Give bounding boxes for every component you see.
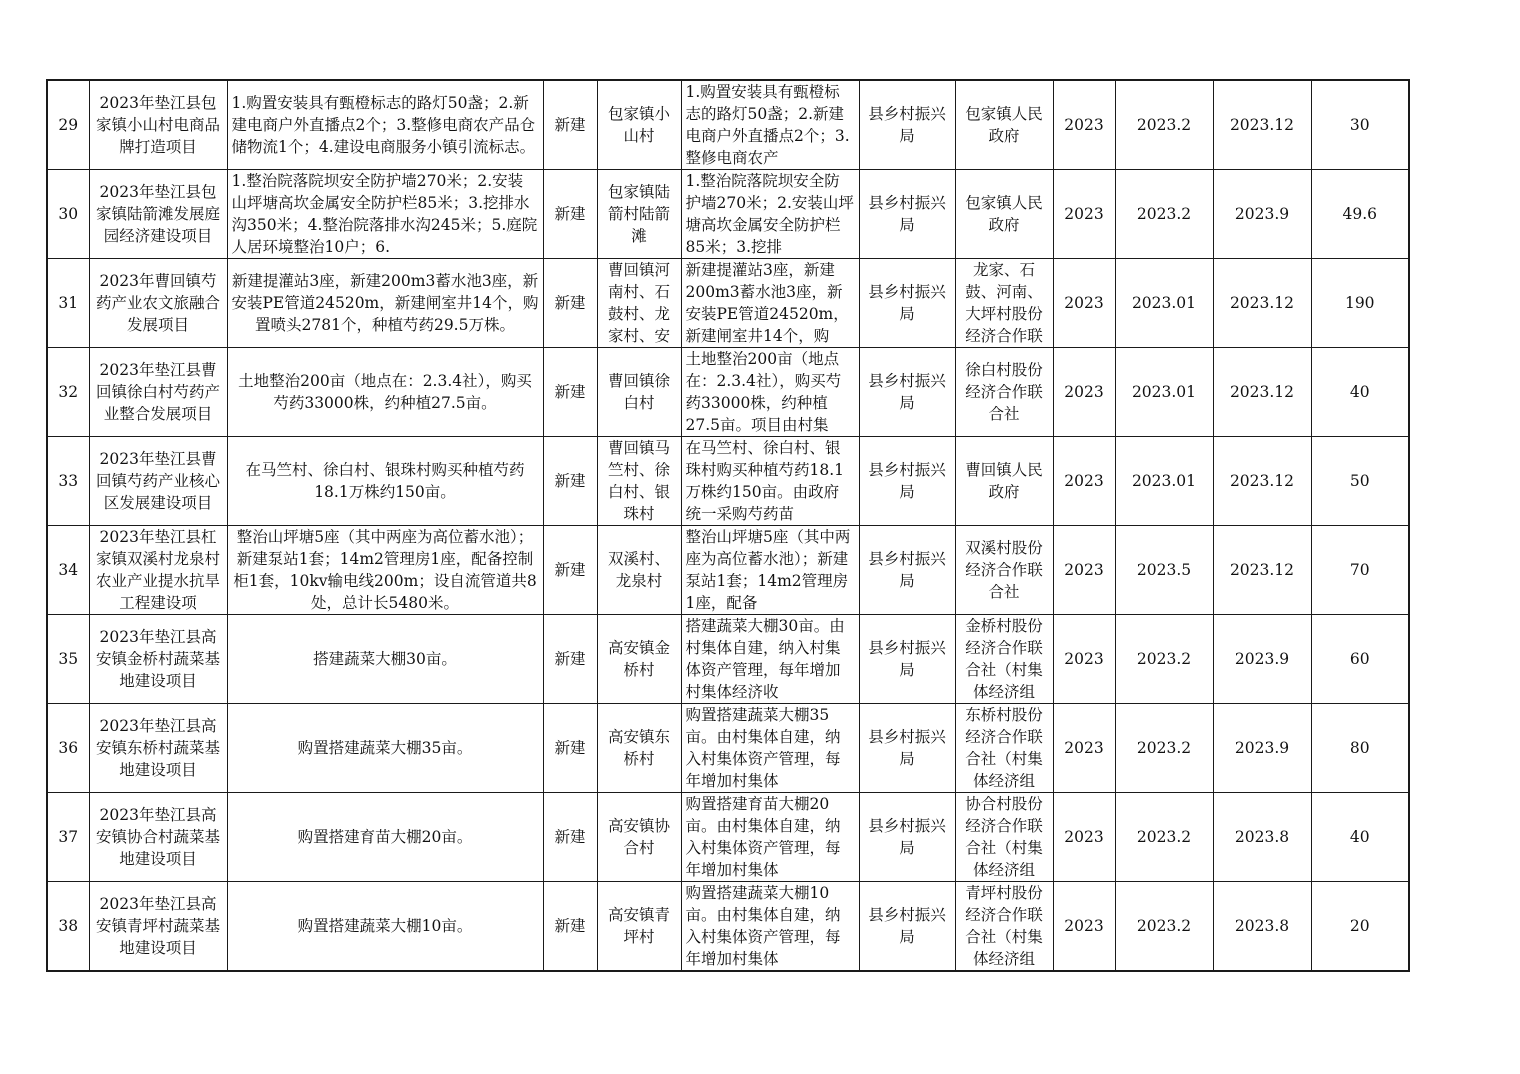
cell-text-content2: 购置搭建蔬菜大棚35亩。由村集体自建，纳入村集体资产管理，每年增加村集体: [685, 706, 841, 790]
cell-end-date: [1213, 437, 1311, 526]
cell-owner: [955, 882, 1053, 972]
cell-text-type: 新建: [554, 116, 586, 134]
cell-text-start: 2023.01: [1131, 472, 1197, 490]
cell-text-start: 2023.2: [1136, 917, 1192, 935]
cell-location: [597, 526, 681, 615]
cell-performance-content: [681, 80, 859, 170]
cell-department: [859, 437, 955, 526]
cell-text-year: 2023: [1064, 205, 1104, 223]
cell-text-owner: 东桥村股份经济合作联合社（村集体经济组: [965, 706, 1043, 790]
cell-end-date: [1213, 615, 1311, 704]
cell-owner: [955, 170, 1053, 259]
cell-construction-type: [543, 80, 597, 170]
cell-text-start: 2023.5: [1136, 561, 1192, 579]
cell-text-content: 购置搭建育苗大棚20亩。: [297, 828, 473, 846]
cell-text-dept: 县乡村振兴局: [868, 906, 946, 946]
table-row: [47, 437, 1409, 526]
cell-construction-content: [227, 80, 543, 170]
table-row: [47, 615, 1409, 704]
cell-end-date: [1213, 793, 1311, 882]
cell-number: [47, 80, 89, 170]
cell-text-content: 1.购置安装具有甄橙标志的路灯50盏；2.新建电商户外直播点2个；3.整修电商农产品仓储物流1个；4.建设电商服务小镇引流标志。: [231, 94, 536, 156]
cell-text-content: 购置搭建蔬菜大棚10亩。: [297, 917, 473, 935]
cell-text-no: 30: [58, 205, 79, 223]
cell-year: [1053, 80, 1115, 170]
cell-text-owner: 曹回镇人民政府: [965, 461, 1043, 501]
cell-start-date: [1115, 348, 1213, 437]
cell-end-date: [1213, 80, 1311, 170]
cell-construction-type: [543, 704, 597, 793]
cell-year: [1053, 348, 1115, 437]
cell-project-name: [89, 80, 227, 170]
cell-year: [1053, 882, 1115, 972]
cell-end-date: [1213, 526, 1311, 615]
cell-location: [597, 615, 681, 704]
cell-construction-content: [227, 526, 543, 615]
cell-number: [47, 882, 89, 972]
cell-construction-content: [227, 437, 543, 526]
cell-text-type: 新建: [554, 383, 586, 401]
cell-amount: [1311, 259, 1409, 348]
cell-text-content2: 土地整治200亩（地点在：2.3.4社），购买芍药33000株，约种植27.5亩。项目由村集: [685, 350, 842, 434]
cell-performance-content: [681, 793, 859, 882]
cell-text-no: 37: [58, 828, 79, 846]
cell-year: [1053, 526, 1115, 615]
cell-number: [47, 615, 89, 704]
cell-construction-type: [543, 437, 597, 526]
cell-location: [597, 793, 681, 882]
cell-text-name: 2023年垫江县包家镇陆箭滩发展庭园经济建设项目: [95, 183, 220, 245]
cell-text-year: 2023: [1064, 739, 1104, 757]
cell-text-owner: 包家镇人民政府: [965, 194, 1043, 234]
cell-text-name: 2023年垫江县包家镇小山村电商品牌打造项目: [95, 94, 220, 156]
cell-text-year: 2023: [1064, 383, 1104, 401]
cell-end-date: [1213, 170, 1311, 259]
cell-text-location: 高安镇金桥村: [607, 639, 670, 679]
cell-text-location: 包家镇小山村: [607, 105, 670, 145]
cell-department: [859, 170, 955, 259]
cell-owner: [955, 80, 1053, 170]
cell-text-content2: 1.整治院落院坝安全防护墙270米；2.安装山坪塘高坎金属安全防护栏85米；3.挖排: [685, 172, 854, 256]
table-row: [47, 80, 1409, 170]
cell-text-content2: 购置搭建蔬菜大棚10亩。由村集体自建，纳入村集体资产管理，每年增加村集体: [685, 884, 841, 968]
cell-text-end: 2023.12: [1229, 294, 1295, 312]
cell-number: [47, 793, 89, 882]
cell-start-date: [1115, 437, 1213, 526]
cell-text-year: 2023: [1064, 116, 1104, 134]
cell-text-amount: 30: [1349, 116, 1370, 134]
cell-text-owner: 青坪村股份经济合作联合社（村集体经济组: [965, 884, 1043, 968]
cell-text-content: 在马竺村、徐白村、银珠村购买种植芍药18.1万株约150亩。: [245, 461, 525, 501]
cell-amount: [1311, 80, 1409, 170]
cell-year: [1053, 170, 1115, 259]
cell-text-start: 2023.2: [1136, 205, 1192, 223]
cell-project-name: [89, 526, 227, 615]
cell-construction-type: [543, 170, 597, 259]
cell-text-amount: 40: [1349, 828, 1370, 846]
cell-text-name: 2023年曹回镇芍药产业农文旅融合发展项目: [95, 272, 220, 334]
cell-text-content: 土地整治200亩（地点在：2.3.4社），购买芍药33000株，约种植27.5亩。: [238, 372, 532, 412]
cell-owner: [955, 526, 1053, 615]
cell-text-amount: 50: [1349, 472, 1370, 490]
cell-text-end: 2023.12: [1229, 116, 1295, 134]
cell-project-name: [89, 615, 227, 704]
cell-text-amount: 49.6: [1342, 205, 1377, 223]
cell-year: [1053, 704, 1115, 793]
cell-text-dept: 县乡村振兴局: [868, 639, 946, 679]
cell-number: [47, 259, 89, 348]
cell-start-date: [1115, 80, 1213, 170]
table-body: [47, 80, 1409, 971]
cell-text-no: 36: [58, 739, 79, 757]
cell-owner: [955, 437, 1053, 526]
cell-text-owner: 徐白村股份经济合作联合社: [965, 361, 1043, 423]
cell-text-amount: 40: [1349, 383, 1370, 401]
cell-text-location: 高安镇协合村: [607, 817, 670, 857]
cell-construction-type: [543, 348, 597, 437]
cell-text-type: 新建: [554, 739, 586, 757]
cell-project-name: [89, 704, 227, 793]
table-row: [47, 348, 1409, 437]
cell-text-location: 双溪村、龙泉村: [607, 550, 670, 590]
cell-amount: [1311, 704, 1409, 793]
cell-text-dept: 县乡村振兴局: [868, 372, 946, 412]
cell-location: [597, 170, 681, 259]
cell-construction-type: [543, 615, 597, 704]
cell-construction-type: [543, 882, 597, 972]
cell-text-dept: 县乡村振兴局: [868, 817, 946, 857]
table-row: [47, 882, 1409, 972]
cell-text-name: 2023年垫江县杠家镇双溪村龙泉村农业产业提水抗旱工程建设项: [95, 528, 220, 612]
cell-year: [1053, 615, 1115, 704]
cell-amount: [1311, 882, 1409, 972]
cell-project-name: [89, 348, 227, 437]
cell-text-content: 整治山坪塘5座（其中两座为高位蓄水池）；新建泵站1套；14m2管理房1座，配备控制柜1套，10kv输电线200m；设自流管道共8处，总计长5480米。: [233, 528, 537, 612]
cell-text-no: 31: [58, 294, 79, 312]
cell-amount: [1311, 526, 1409, 615]
cell-text-dept: 县乡村振兴局: [868, 194, 946, 234]
cell-end-date: [1213, 882, 1311, 972]
cell-construction-content: [227, 793, 543, 882]
table-row: [47, 526, 1409, 615]
cell-text-type: 新建: [554, 472, 586, 490]
cell-text-owner: 协合村股份经济合作联合社（村集体经济组: [965, 795, 1043, 879]
cell-text-owner: 包家镇人民政府: [965, 105, 1043, 145]
cell-performance-content: [681, 259, 859, 348]
cell-location: [597, 348, 681, 437]
cell-year: [1053, 259, 1115, 348]
cell-performance-content: [681, 348, 859, 437]
cell-text-no: 33: [58, 472, 79, 490]
cell-text-type: 新建: [554, 205, 586, 223]
cell-construction-content: [227, 882, 543, 972]
cell-start-date: [1115, 170, 1213, 259]
cell-number: [47, 348, 89, 437]
cell-end-date: [1213, 348, 1311, 437]
cell-project-name: [89, 259, 227, 348]
cell-performance-content: [681, 704, 859, 793]
cell-construction-content: [227, 170, 543, 259]
cell-amount: [1311, 170, 1409, 259]
cell-text-content: 新建提灌站3座，新建200m3蓄水池3座，新安装PE管道24520m，新建闸室井14个，购置喷头2781个，种植芍药29.5万株。: [231, 272, 539, 334]
cell-end-date: [1213, 704, 1311, 793]
cell-construction-content: [227, 259, 543, 348]
cell-project-name: [89, 437, 227, 526]
cell-text-type: 新建: [554, 650, 586, 668]
table-row: [47, 793, 1409, 882]
cell-text-location: 高安镇东桥村: [607, 728, 670, 768]
cell-start-date: [1115, 793, 1213, 882]
cell-owner: [955, 704, 1053, 793]
cell-text-owner: 龙家、石鼓、河南、大坪村股份经济合作联: [965, 261, 1043, 345]
cell-text-name: 2023年垫江县高安镇金桥村蔬菜基地建设项目: [95, 628, 220, 690]
cell-text-amount: 70: [1349, 561, 1370, 579]
cell-construction-type: [543, 793, 597, 882]
cell-year: [1053, 437, 1115, 526]
cell-construction-content: [227, 348, 543, 437]
cell-performance-content: [681, 615, 859, 704]
cell-amount: [1311, 793, 1409, 882]
cell-text-owner: 双溪村股份经济合作联合社: [965, 539, 1043, 601]
cell-number: [47, 437, 89, 526]
cell-owner: [955, 793, 1053, 882]
project-table: [46, 79, 1410, 972]
cell-project-name: [89, 882, 227, 972]
cell-text-name: 2023年垫江县高安镇青坪村蔬菜基地建设项目: [95, 895, 220, 957]
cell-amount: [1311, 615, 1409, 704]
cell-performance-content: [681, 437, 859, 526]
cell-text-dept: 县乡村振兴局: [868, 728, 946, 768]
cell-construction-content: [227, 615, 543, 704]
cell-start-date: [1115, 259, 1213, 348]
cell-end-date: [1213, 259, 1311, 348]
cell-text-name: 2023年垫江县曹回镇徐白村芍药产业整合发展项目: [95, 361, 220, 423]
cell-start-date: [1115, 704, 1213, 793]
cell-department: [859, 704, 955, 793]
cell-text-amount: 190: [1344, 294, 1375, 312]
cell-department: [859, 348, 955, 437]
cell-text-name: 2023年垫江县高安镇协合村蔬菜基地建设项目: [95, 806, 220, 868]
cell-text-year: 2023: [1064, 561, 1104, 579]
cell-text-year: 2023: [1064, 472, 1104, 490]
cell-text-start: 2023.2: [1136, 739, 1192, 757]
cell-text-type: 新建: [554, 917, 586, 935]
cell-number: [47, 704, 89, 793]
cell-text-no: 32: [58, 383, 79, 401]
cell-text-no: 29: [58, 116, 79, 134]
cell-amount: [1311, 437, 1409, 526]
cell-text-no: 35: [58, 650, 79, 668]
cell-text-year: 2023: [1064, 650, 1104, 668]
cell-text-year: 2023: [1064, 828, 1104, 846]
cell-text-dept: 县乡村振兴局: [868, 283, 946, 323]
cell-location: [597, 437, 681, 526]
cell-text-start: 2023.2: [1136, 650, 1192, 668]
cell-text-end: 2023.12: [1229, 383, 1295, 401]
table-row: [47, 704, 1409, 793]
cell-department: [859, 259, 955, 348]
cell-year: [1053, 793, 1115, 882]
cell-text-content2: 购置搭建育苗大棚20亩。由村集体自建，纳入村集体资产管理，每年增加村集体: [685, 795, 841, 879]
table-row: [47, 259, 1409, 348]
cell-text-content2: 整治山坪塘5座（其中两座为高位蓄水池）；新建泵站1套；14m2管理房1座，配备: [685, 528, 851, 612]
cell-text-year: 2023: [1064, 294, 1104, 312]
cell-text-location: 高安镇青坪村: [607, 906, 670, 946]
cell-department: [859, 882, 955, 972]
cell-text-end: 2023.9: [1234, 739, 1290, 757]
cell-construction-type: [543, 259, 597, 348]
cell-performance-content: [681, 882, 859, 972]
cell-project-name: [89, 793, 227, 882]
cell-owner: [955, 348, 1053, 437]
cell-number: [47, 170, 89, 259]
cell-text-name: 2023年垫江县高安镇东桥村蔬菜基地建设项目: [95, 717, 220, 779]
cell-start-date: [1115, 882, 1213, 972]
cell-text-end: 2023.8: [1234, 828, 1290, 846]
cell-location: [597, 882, 681, 972]
cell-location: [597, 259, 681, 348]
cell-text-dept: 县乡村振兴局: [868, 550, 946, 590]
cell-text-start: 2023.01: [1131, 383, 1197, 401]
cell-department: [859, 526, 955, 615]
cell-owner: [955, 259, 1053, 348]
cell-construction-type: [543, 526, 597, 615]
cell-text-end: 2023.9: [1234, 205, 1290, 223]
cell-text-content: 1.整治院落院坝安全防护墙270米；2.安装山坪塘高坎金属安全防护栏85米；3.挖排水沟350米；4.整治院落排水沟245米；5.庭院人居环境整治10户；6.: [231, 172, 538, 256]
cell-text-start: 2023.01: [1131, 294, 1197, 312]
cell-amount: [1311, 348, 1409, 437]
cell-text-location: 曹回镇河南村、石鼓村、龙家村、安: [607, 261, 670, 345]
cell-text-name: 2023年垫江县曹回镇芍药产业核心区发展建设项目: [95, 450, 220, 512]
cell-text-end: 2023.9: [1234, 650, 1290, 668]
cell-text-no: 34: [58, 561, 79, 579]
cell-text-owner: 金桥村股份经济合作联合社（村集体经济组: [965, 617, 1043, 701]
cell-text-type: 新建: [554, 828, 586, 846]
cell-text-content2: 在马竺村、徐白村、银珠村购买种植芍药18.1万株约150亩。由政府统一采购芍药苗: [685, 439, 845, 523]
cell-number: [47, 526, 89, 615]
cell-construction-content: [227, 704, 543, 793]
table-row: [47, 170, 1409, 259]
cell-text-dept: 县乡村振兴局: [868, 105, 946, 145]
cell-performance-content: [681, 526, 859, 615]
cell-location: [597, 80, 681, 170]
cell-text-type: 新建: [554, 294, 586, 312]
cell-text-location: 曹回镇徐白村: [607, 372, 670, 412]
cell-text-end: 2023.8: [1234, 917, 1290, 935]
cell-text-location: 曹回镇马竺村、徐白村、银珠村: [607, 439, 670, 523]
cell-text-location: 包家镇陆箭村陆箭滩: [607, 183, 670, 245]
cell-text-amount: 60: [1349, 650, 1370, 668]
cell-department: [859, 615, 955, 704]
cell-text-end: 2023.12: [1229, 561, 1295, 579]
cell-text-start: 2023.2: [1136, 116, 1192, 134]
cell-text-year: 2023: [1064, 917, 1104, 935]
cell-text-start: 2023.2: [1136, 828, 1192, 846]
cell-location: [597, 704, 681, 793]
cell-text-type: 新建: [554, 561, 586, 579]
cell-department: [859, 793, 955, 882]
cell-text-content2: 1.购置安装具有甄橙标志的路灯50盏；2.新建电商户外直播点2个；3.整修电商农产: [685, 83, 850, 167]
cell-text-content: 搭建蔬菜大棚30亩。: [313, 650, 457, 668]
cell-text-content2: 新建提灌站3座，新建200m3蓄水池3座，新安装PE管道24520m，新建闸室井14个，购: [685, 261, 849, 345]
cell-text-dept: 县乡村振兴局: [868, 461, 946, 501]
cell-performance-content: [681, 170, 859, 259]
cell-owner: [955, 615, 1053, 704]
cell-text-content: 购置搭建蔬菜大棚35亩。: [297, 739, 473, 757]
cell-start-date: [1115, 526, 1213, 615]
cell-text-amount: 20: [1349, 917, 1370, 935]
cell-text-content2: 搭建蔬菜大棚30亩。由村集体自建，纳入村集体资产管理，每年增加村集体经济收: [685, 617, 845, 701]
cell-project-name: [89, 170, 227, 259]
cell-text-end: 2023.12: [1229, 472, 1295, 490]
cell-start-date: [1115, 615, 1213, 704]
cell-text-no: 38: [58, 917, 79, 935]
cell-text-amount: 80: [1349, 739, 1370, 757]
cell-department: [859, 80, 955, 170]
